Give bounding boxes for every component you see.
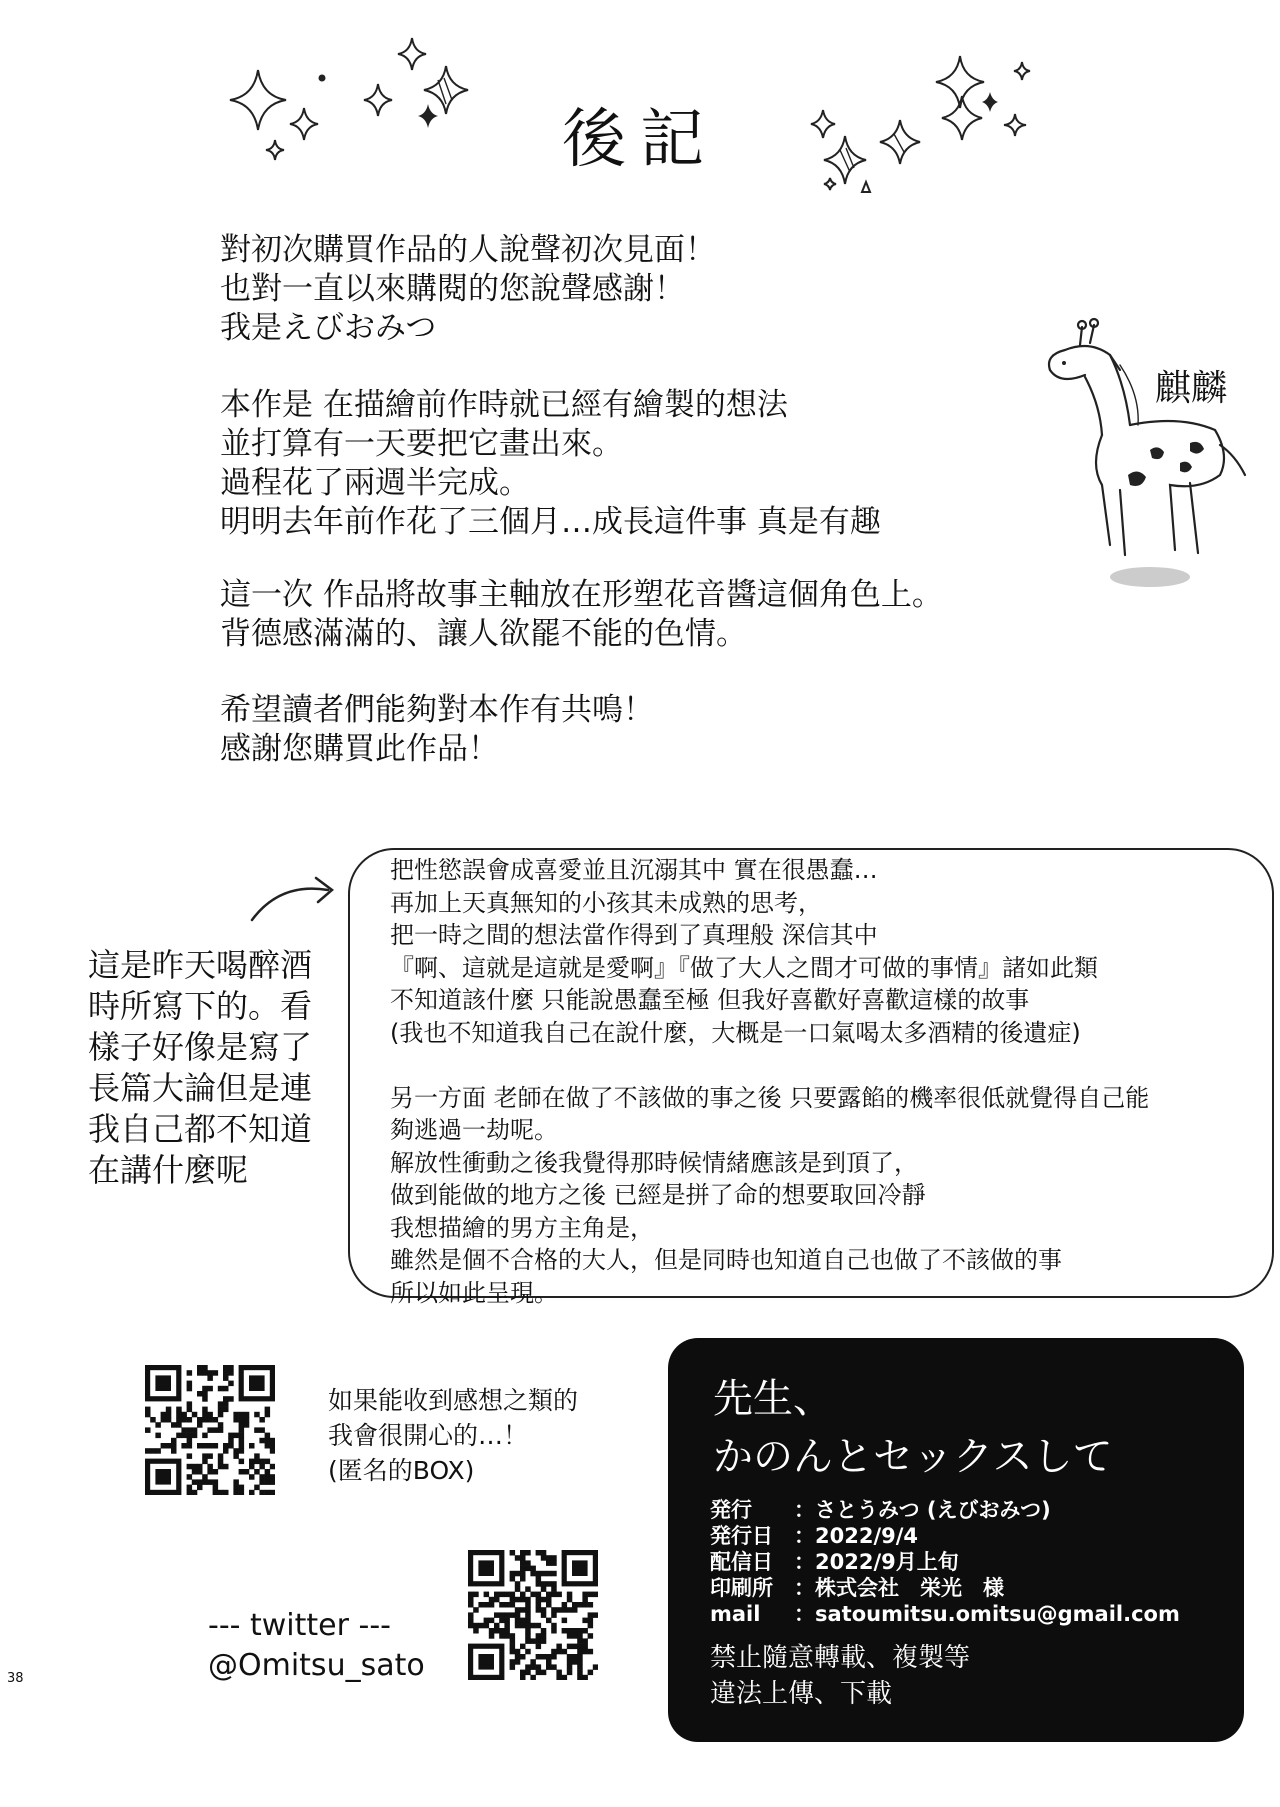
bubble-text: 把性慾誤會成喜愛並且沉溺其中 實在很愚蠢… 再加上天真無知的小孩其未成熟的思考， 把一時之間的想法當作得到了真理般 深信其中 『啊、這就是這就是愛啊』『做了大人之間才可做的事情』諸如此類 不知道該什麼 只能說愚蠢至極 但我好喜歡好喜歡這樣的故事 (我也不知道我自己在說什麼，大概是一口氣喝太多酒精的後遺症) 另一方面 老師在做了不該做的事之後 只要露餡的機率很低就覺得自己能 夠逃過一劫呢。 解放性衝動之後我覺得那時候情緒應該是到頂了， 做到能做的地方之後 已經是拼了命的想要取回冷靜 我想描繪的男方主角是， 雖然是個不合格的大人，但是同時也知道自己也做了不該做的事 所以如此呈現。 xyxy=(390,856,1150,1307)
greeting-paragraph: 對初次購買作品的人說聲初次見面！ 也對一直以來購閱的您說聲感謝！ 我是えびおみつ xyxy=(220,232,716,346)
colophon-value: ：株式会社 栄光 様 xyxy=(794,1576,1004,1600)
page-title: 後記 xyxy=(562,103,718,177)
colophon-key: 配信日 xyxy=(710,1550,773,1574)
book-title: 先生、 かのんとセックスして xyxy=(713,1376,1113,1480)
qr-code-feedback[interactable] xyxy=(145,1365,275,1495)
colophon-box xyxy=(668,1338,1244,1742)
colophon-key: 印刷所 xyxy=(710,1576,773,1600)
colophon-key: mail xyxy=(710,1602,761,1626)
side-note: 這是昨天喝醉酒時所寫下的。看樣子好像是寫了長篇大論但是連我自己都不知道在講什麼呢 xyxy=(88,946,313,1189)
story-focus-paragraph: 這一次 作品將故事主軸放在形塑花音醬這個角色上。 背德感滿滿的、讓人欲罷不能的色情。 xyxy=(220,577,943,652)
colophon-row-mail xyxy=(710,1602,1180,1627)
colophon-row-release-date xyxy=(710,1550,959,1575)
arrow-icon xyxy=(250,870,340,930)
colophon-value: ：2022/9月上旬 xyxy=(794,1550,959,1574)
copyright-notice: 禁止隨意轉載、複製等 違法上傳、下載 xyxy=(710,1643,971,1709)
qr-code-twitter[interactable] xyxy=(468,1550,598,1680)
about-work-paragraph: 本作是 在描繪前作時就已經有繪製的想法 並打算有一天要把它畫出來。 過程花了兩週半完成。 明明去年前作花了三個月…成長這件事 真是有趣 xyxy=(220,387,881,540)
colophon-value: ：さとうみつ (えびおみつ) xyxy=(794,1498,1051,1522)
twitter-header: --- twitter --- xyxy=(208,1608,391,1643)
colophon-key: 発行 xyxy=(710,1498,752,1522)
giraffe-drawing xyxy=(1030,315,1250,605)
colophon-value: ：2022/9/4 xyxy=(794,1524,919,1548)
colophon-key: 発行日 xyxy=(710,1524,773,1548)
colophon-row-printer xyxy=(710,1576,1004,1601)
colophon-row-publish-date xyxy=(710,1524,918,1549)
colophon-row-publisher xyxy=(710,1498,1051,1523)
page-number: 38 xyxy=(7,1671,24,1686)
qr-message: 如果能收到感想之類的 我會很開心的…！ (匿名的BOX) xyxy=(328,1386,579,1485)
twitter-handle[interactable]: @Omitsu_sato xyxy=(208,1648,425,1683)
giraffe-label: 麒麟 xyxy=(1155,368,1228,409)
colophon-value[interactable]: ：satoumitsu.omitsu@gmail.com xyxy=(794,1602,1180,1626)
closing-paragraph: 希望讀者們能夠對本作有共鳴！ 感謝您購買此作品！ xyxy=(220,692,654,767)
